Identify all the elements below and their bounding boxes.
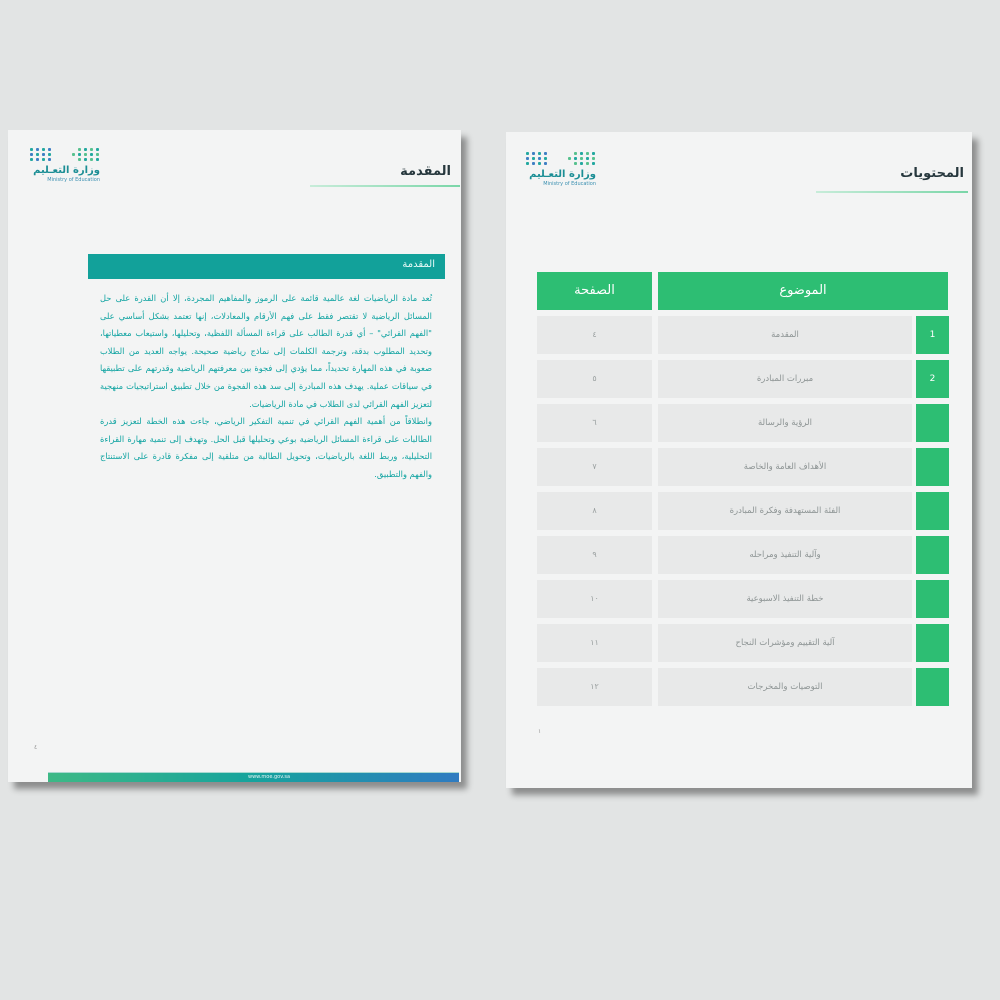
toc-page-cell: ٥ [537, 360, 652, 398]
toc-row [537, 668, 949, 706]
heading-underline [310, 185, 460, 187]
toc-page-cell: ١٢ [537, 668, 652, 706]
logo-text-arabic: وزارة التعـليم [33, 165, 100, 176]
toc-row [537, 448, 949, 486]
page-number: ١ [538, 728, 542, 735]
toc-row [537, 316, 949, 354]
toc-row [537, 536, 949, 574]
document-page-introduction [8, 130, 461, 782]
toc-row [537, 580, 949, 618]
toc-topic-cell: آلية التقييم ومؤشرات النجاح [658, 624, 912, 662]
page-title: المحتويات [900, 166, 964, 181]
toc-topic-cell: الرؤية والرسالة [658, 404, 912, 442]
toc-topic-cell: الأهداف العامة والخاصة [658, 448, 912, 486]
toc-header-topic: الموضوع [658, 272, 948, 310]
logo-dots-icon [524, 152, 596, 165]
intro-paragraph-1: تُعد مادة الرياضيات لغة عالمية قائمة على الرموز والمفاهيم المجردة، إلا أن القدرة على حل المسائل الرياضية لا تقتصر فقط على فهم الأرقام والمعادلات، إنها تعتمد بشكل أساسي على "الفهم القرائي" – أي قدرة الطالب على قراءة المسألة اللفظية، وتحليلها، واستيعاب معطياتها، وتحديد المطلوب بدقة، وترجمة الكلمات إلى نماذج رياضية صحيحة. يواجه العديد من الطلاب صعوبة في هذه المهارة تحديداً، مما يؤدي إلى فجوة بين معرفتهم الرياضية وقدرتهم على تطبيقها في سياقات عملية. يهدف هذه المبادرة إلى سد هذه الفجوة من خلال تطبيق استراتيجيات منهجية لتعزيز الفهم القرائي لدى الطلاب في مادة الرياضيات. [100, 293, 432, 409]
logo-text-english: Ministry of Education [543, 181, 596, 187]
page-footer-bar [48, 772, 459, 782]
heading-underline [816, 191, 968, 193]
toc-header-page: الصفحة [537, 272, 652, 310]
toc-number-cell: 2 [916, 360, 949, 398]
toc-topic-cell: وآلية التنفيذ ومراحله [658, 536, 912, 574]
toc-page-cell: ١١ [537, 624, 652, 662]
toc-topic-cell: المقدمة [658, 316, 912, 354]
toc-topic-cell: خطة التنفيذ الاسبوعية [658, 580, 912, 618]
ministry-of-education-logo [524, 152, 604, 187]
toc-number-cell [916, 536, 949, 574]
toc-page-cell: ٧ [537, 448, 652, 486]
intro-paragraph-2: وانطلاقاً من أهمية الفهم القرائي في تنمية التفكير الرياضي، جاءت هذه الخطة لتعزيز قدرة الطالبات على قراءة المسائل الرياضية بوعي وتحليلها قبل الحل. وتهدف إلى تنمية مهارة القراءة التحليلية، وربط اللغة بالرياضيات، وتحويل الطالبة من متلقية إلى مفكرة قادرة على الاستنتاج والفهم والتطبيق. [100, 416, 432, 479]
toc-number-cell [916, 580, 949, 618]
toc-number-cell [916, 448, 949, 486]
toc-row [537, 624, 949, 662]
ministry-of-education-logo [28, 148, 108, 183]
page-title: المقدمة [400, 164, 451, 179]
toc-row [537, 404, 949, 442]
section-title-bar: المقدمة [88, 254, 445, 279]
logo-dots-icon [28, 148, 100, 161]
toc-page-cell: ٦ [537, 404, 652, 442]
toc-topic-cell: الفئة المستهدفة وفكرة المبادرة [658, 492, 912, 530]
toc-number-cell [916, 624, 949, 662]
toc-number-cell [916, 492, 949, 530]
footer-url: www.moe.gov.sa [248, 774, 291, 780]
toc-page-cell: ٤ [537, 316, 652, 354]
toc-row [537, 360, 949, 398]
toc-topic-cell: مبررات المبادرة [658, 360, 912, 398]
toc-page-cell: ٨ [537, 492, 652, 530]
page-number: ٤ [34, 744, 38, 751]
intro-body-text [100, 290, 432, 484]
toc-page-cell: ١٠ [537, 580, 652, 618]
toc-number-cell [916, 404, 949, 442]
logo-text-english: Ministry of Education [47, 177, 100, 183]
toc-page-cell: ٩ [537, 536, 652, 574]
document-page-contents [506, 132, 972, 788]
toc-number-cell: 1 [916, 316, 949, 354]
toc-row [537, 492, 949, 530]
toc-topic-cell: التوصيات والمخرجات [658, 668, 912, 706]
logo-text-arabic: وزارة التعـليم [529, 169, 596, 180]
toc-number-cell [916, 668, 949, 706]
